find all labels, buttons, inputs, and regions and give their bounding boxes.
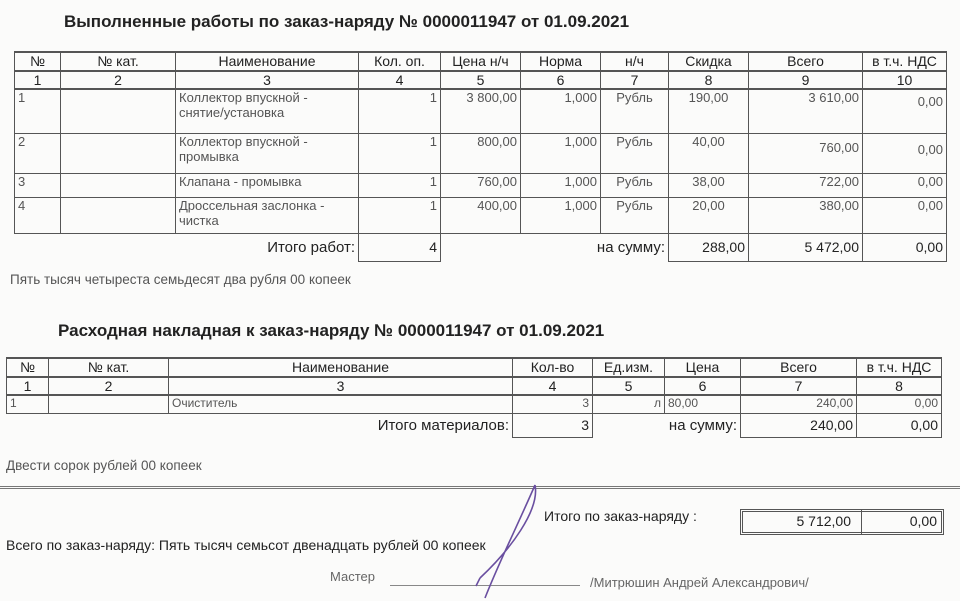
table-row [15,197,947,233]
cell-qty: 1 [359,173,441,197]
cell-total: 722,00 [749,173,863,197]
cell-qty: 1 [359,133,441,173]
cell-vat: 0,00 [863,133,947,173]
cell-discount: 40,00 [669,133,749,173]
total-row [15,233,947,261]
cell-name: Очиститель [169,395,513,413]
col-header: Всего [741,358,857,377]
col-number-row [7,377,942,395]
col-number: 2 [61,71,176,89]
cell-unit: Рубль [601,197,669,233]
cell-discount: 190,00 [669,89,749,133]
summary-vat: 0,00 [909,513,937,529]
col-header: Норма [521,52,601,71]
cell-discount: 20,00 [669,197,749,233]
col-header: Наименование [176,52,359,71]
cell-unit: Рубль [601,173,669,197]
col-number: 7 [741,377,857,395]
works-title: Выполненные работы по заказ-наряду № 0000011947 от 01.09.2021 [64,12,630,31]
cell-price: 3 800,00 [441,89,521,133]
table-row [15,173,947,197]
cell-cat [61,197,176,233]
cell-norm: 1,000 [521,173,601,197]
col-header: № [15,52,61,71]
table-row [15,133,947,173]
col-number: 10 [863,71,947,89]
col-header: в т.ч. НДС [863,52,947,71]
col-header: Ед.изм. [593,358,665,377]
sum-total: 240,00 [741,413,857,437]
cell-unit: Рубль [601,133,669,173]
col-header: н/ч [601,52,669,71]
cell-n: 3 [15,173,61,197]
cell-cat [61,173,176,197]
total-qty: 3 [513,413,593,437]
cell-total: 3 610,00 [749,89,863,133]
table-row [7,395,942,413]
cell-vat: 0,00 [857,395,942,413]
cell-n: 1 [7,395,49,413]
cell-name: Коллектор впускной - промывка [176,133,359,173]
col-number: 4 [513,377,593,395]
col-number: 9 [749,71,863,89]
cell-norm: 1,000 [521,197,601,233]
cell-qty: 1 [359,89,441,133]
handwritten-signature [440,480,560,601]
col-header: Цена [665,358,741,377]
col-number: 3 [176,71,359,89]
cell-price: 400,00 [441,197,521,233]
cell-norm: 1,000 [521,89,601,133]
cell-qty: 1 [359,197,441,233]
cell-vat: 0,00 [863,197,947,233]
cell-vat: 0,00 [863,89,947,133]
cell-cat [61,89,176,133]
col-number: 6 [521,71,601,89]
sum-vat: 0,00 [857,413,942,437]
sum-total: 5 472,00 [749,233,863,261]
col-header: Цена н/ч [441,52,521,71]
col-number: 4 [359,71,441,89]
cell-n: 4 [15,197,61,233]
col-number: 7 [601,71,669,89]
col-number: 5 [593,377,665,395]
total-label: Итого материалов: [377,416,509,434]
materials-title: Расходная накладная к заказ-наряду № 0000011947 от 01.09.2021 [58,321,605,340]
col-header: № [7,358,49,377]
cell-price: 760,00 [441,173,521,197]
cell-qty: 3 [513,395,593,413]
col-number-row [15,71,947,89]
col-header: Кол. оп. [359,52,441,71]
cell-norm: 1,000 [521,133,601,173]
cell-discount: 38,00 [669,173,749,197]
header-row [7,358,942,377]
col-number: 1 [7,377,49,395]
col-header: Кол-во [513,358,593,377]
cell-total: 760,00 [749,133,863,173]
cell-cat [49,395,169,413]
cell-cat [61,133,176,173]
sum-label: на сумму: [668,416,737,434]
cell-vat: 0,00 [863,173,947,197]
cell-name: Коллектор впускной - снятие/установка [176,89,359,133]
materials-table [6,357,942,438]
total-label: Итого работ: [267,238,355,256]
cell-name: Дроссельная заслонка - чистка [176,197,359,233]
cell-n: 1 [15,89,61,133]
col-header: № кат. [61,52,176,71]
cell-total: 240,00 [741,395,857,413]
cell-n: 2 [15,133,61,173]
col-number: 1 [15,71,61,89]
total-qty: 4 [359,233,441,261]
summary-total: 5 712,00 [796,513,851,529]
col-number: 8 [857,377,942,395]
materials-in-words: Двести сорок рублей 00 копеек [6,458,202,473]
summary-label: Итого по заказ-наряду : [544,508,697,524]
col-header: Наименование [169,358,513,377]
table-row [15,89,947,133]
summary-box [740,509,944,535]
cell-unit: л [593,395,665,413]
col-number: 6 [665,377,741,395]
col-header: № кат. [49,358,169,377]
signature-role: Мастер [330,569,375,584]
col-number: 3 [169,377,513,395]
cell-price: 800,00 [441,133,521,173]
signature-name: /Митрюшин Андрей Александрович/ [590,575,809,590]
summary-divider [861,509,862,535]
cell-price: 80,00 [665,395,741,413]
col-header: Скидка [669,52,749,71]
sum-label: на сумму: [596,238,665,256]
summary-in-words: Всего по заказ-наряду: Пять тысяч семьсот двенадцать рублей 00 копеек [6,537,486,553]
cell-unit: Рубль [601,89,669,133]
sum-discount: 288,00 [669,233,749,261]
total-row [7,413,942,437]
col-header: в т.ч. НДС [857,358,942,377]
col-number: 8 [669,71,749,89]
header-row [15,52,947,71]
col-number: 2 [49,377,169,395]
col-header: Всего [749,52,863,71]
cell-name: Клапана - промывка [176,173,359,197]
works-in-words: Пять тысяч четыреста семьдесят два рубля 00 копеек [10,272,351,287]
works-table [14,51,947,262]
col-number: 5 [441,71,521,89]
cell-total: 380,00 [749,197,863,233]
sum-vat: 0,00 [863,233,947,261]
